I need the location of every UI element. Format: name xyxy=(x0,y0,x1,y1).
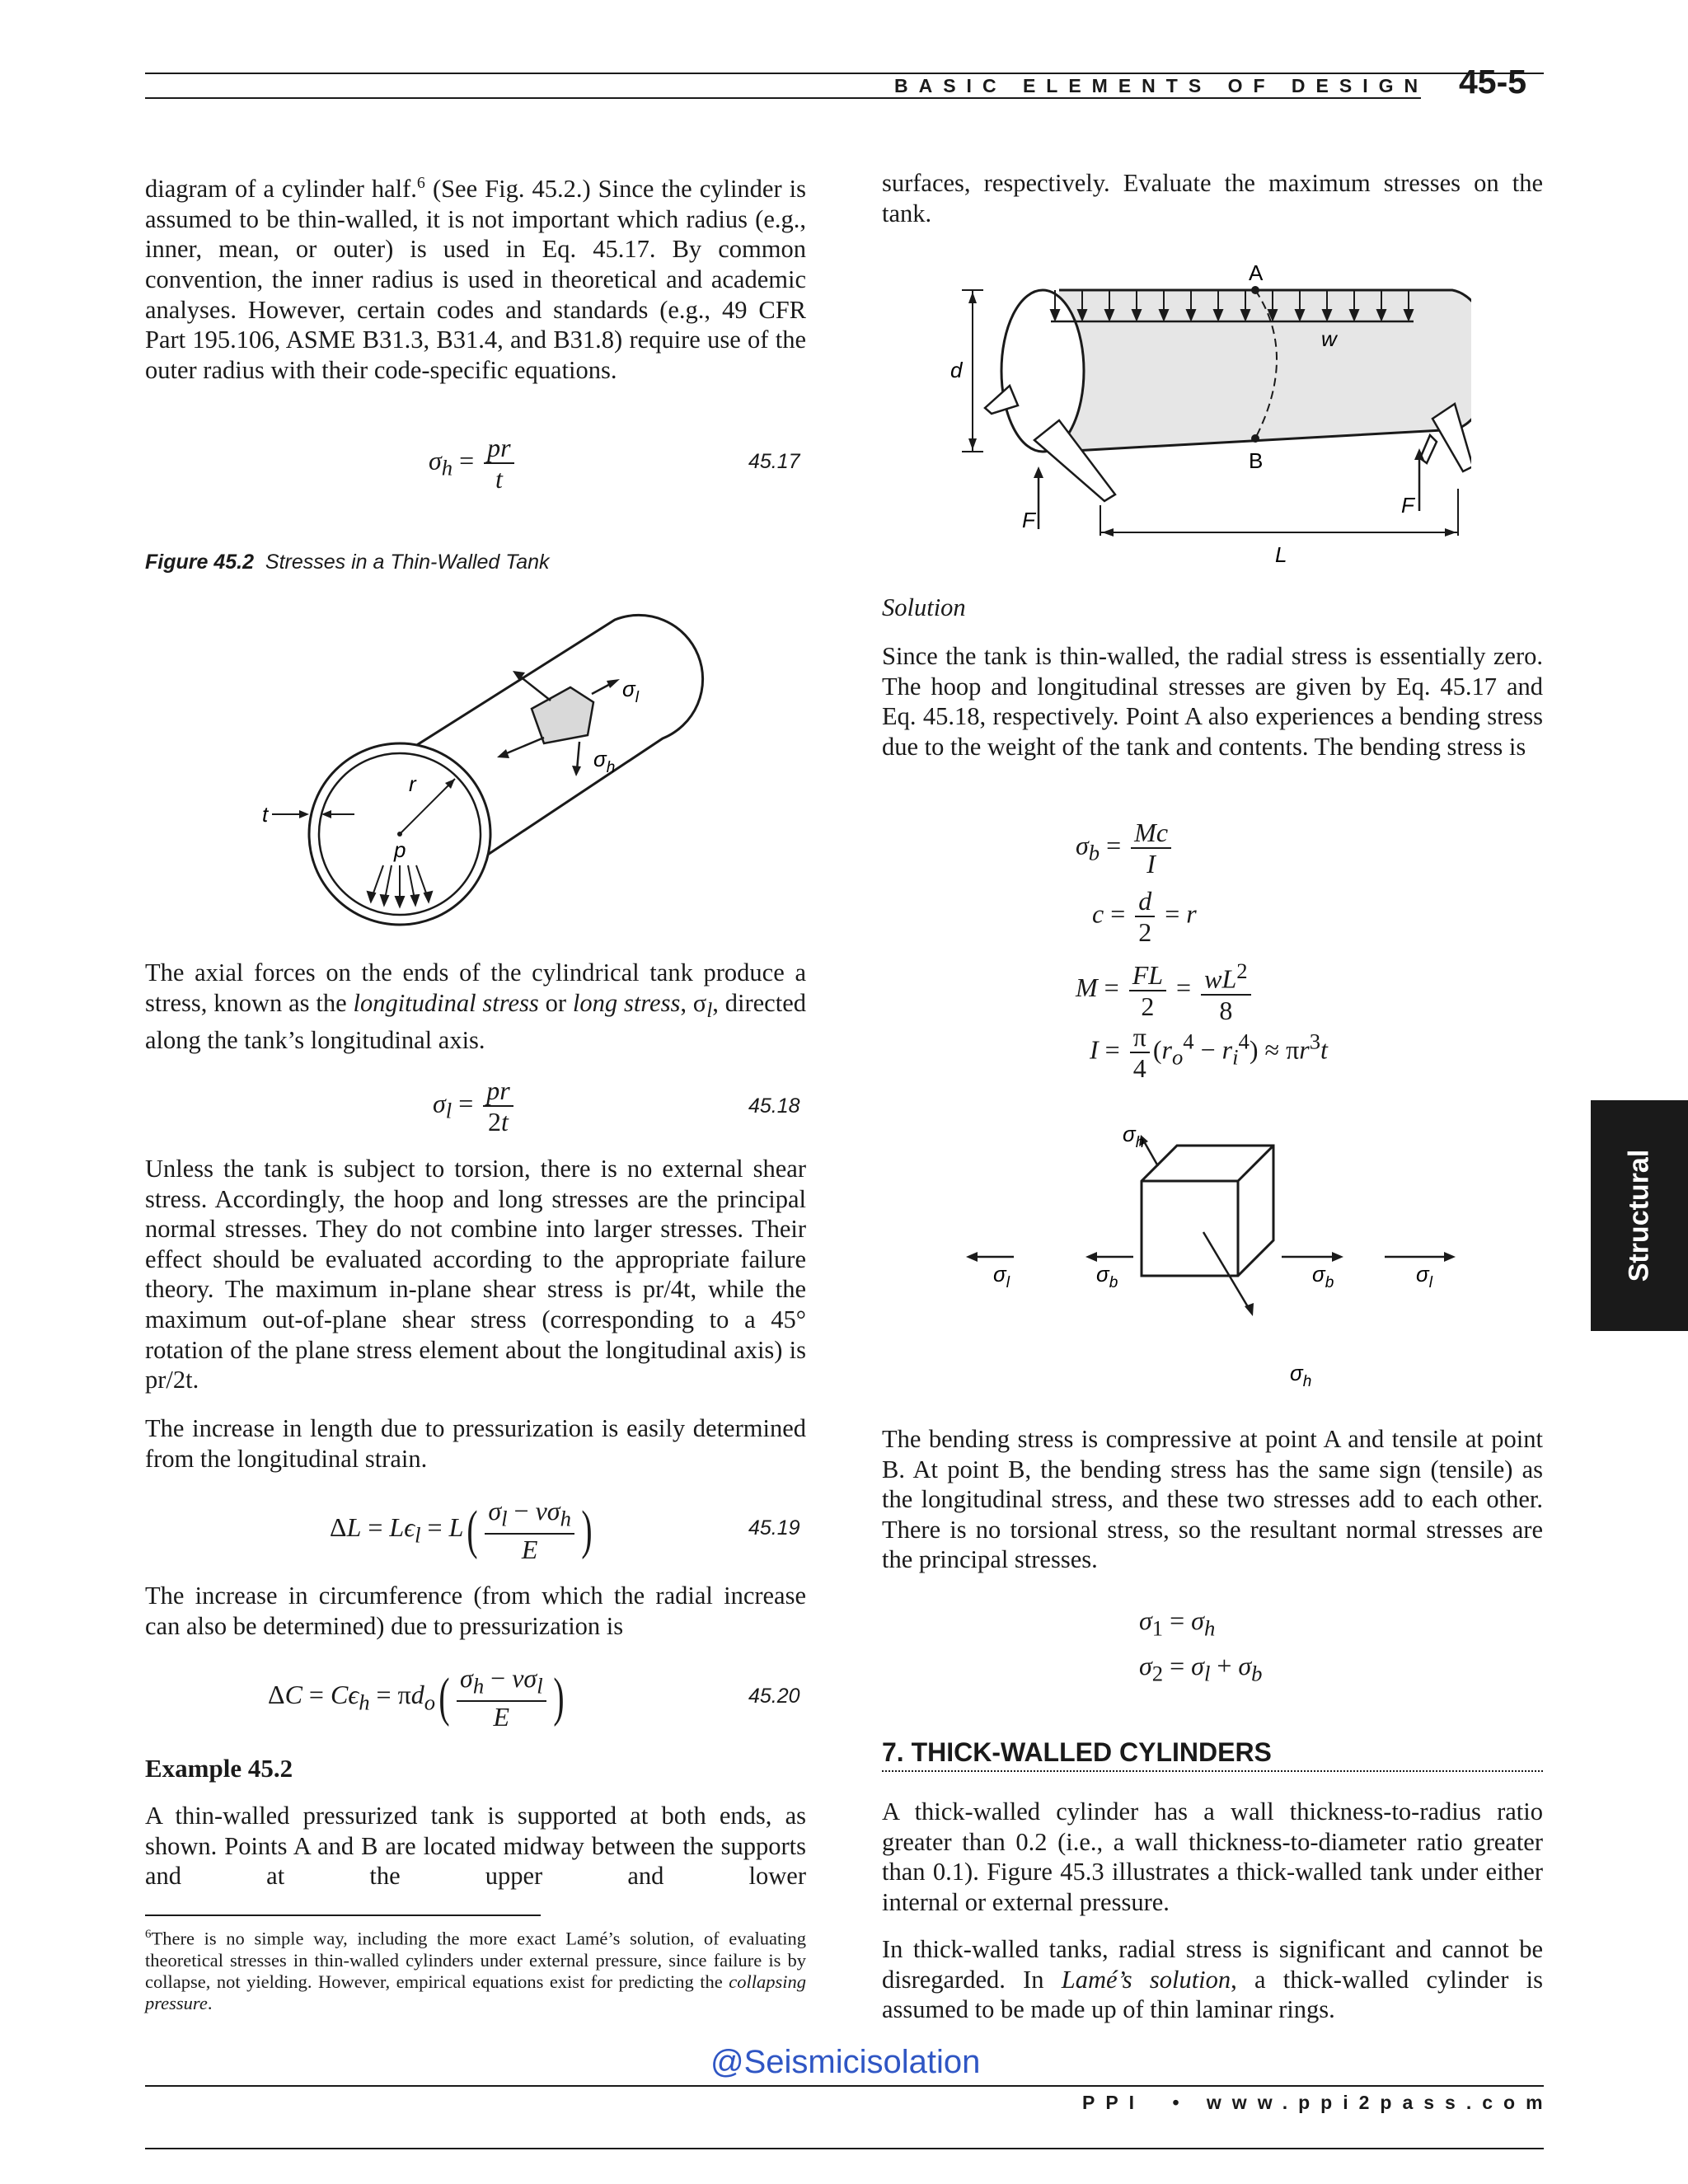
label-t: t xyxy=(262,802,269,827)
label-p: p xyxy=(394,837,406,862)
footer-rule-bottom xyxy=(145,2148,1544,2149)
left-paragraph-6: A thin-walled pressurized tank is supported at both ends, as shown. Points A and B are located midway between the supports and at the upper and lower xyxy=(145,1802,806,1891)
label-sigma-h-top: $\sigma_h$ xyxy=(1123,1122,1145,1151)
label-sigma-h-bottom: $\sigma_h$ xyxy=(1290,1361,1312,1390)
supported-tank-figure xyxy=(935,255,1471,569)
stress-element-figure xyxy=(956,1117,1467,1401)
left-paragraph-2: The axial forces on the ends of the cylindrical tank produce a stress, known as the longitudinal stress or long stress, $\sigma_l$, directed along the tank’s longitudinal axis. xyxy=(145,958,806,1055)
right-paragraph-4: A thick-walled cylinder has a wall thickness-to-radius ratio greater than 0.2 (i.e., a wall thickness-to-diameter ratio greater than 0.1). Figure 45.3 illustrates a thick-walled tank under either internal or external pressure. xyxy=(882,1797,1543,1916)
label-sigma-b-right: $\sigma_b$ xyxy=(1312,1262,1334,1291)
equation-sigma-b: $\sigma_b$ = $\frac{Mc}{I}$ xyxy=(1076,818,1175,879)
thin-walled-tank-figure xyxy=(247,593,709,940)
equation-45-17: $\sigma_h$ = $\frac{pr}{t}$ xyxy=(429,433,518,494)
label-d: d xyxy=(950,358,963,382)
eq-number-45-19: 45.19 xyxy=(748,1516,800,1540)
publisher-name: PPI xyxy=(1082,2092,1146,2113)
footnote-6: $^6$There is no simple way, including the more exact Lamé’s solution, of evaluating theoretical stresses in thin-walled cylinders under external pressure, since failure is by collapse, not yielding. However, empirical equations exist for predicting the collapsing pressure. xyxy=(145,1928,806,2013)
label-B: B xyxy=(1249,448,1264,473)
equation-I: I = $\frac{\pi}{4}$ $(r_o^4 - r_i^4) \approx \pi r^3t$ xyxy=(1090,1022,1328,1083)
right-paragraph-5: In thick-walled tanks, radial stress is significant and cannot be disregarded. In Lamé’s solution, a thick-walled cylinder is assumed to be made up of thin laminar rings. xyxy=(882,1935,1543,2024)
label-r: r xyxy=(409,771,416,796)
watermark: @Seismicisolation xyxy=(710,2044,981,2080)
label-A: A xyxy=(1249,260,1264,285)
label-w: w xyxy=(1321,326,1337,351)
footer-publisher xyxy=(1082,2088,1554,2116)
label-sigma-b-left: $\sigma_b$ xyxy=(1096,1262,1118,1291)
label-F-left: F xyxy=(1022,508,1035,532)
footer-website[interactable]: www.ppi2pass.com xyxy=(1206,2092,1554,2113)
equation-sigma-1: $\sigma_1 = \sigma_h$ xyxy=(1139,1605,1216,1641)
solution-heading: Solution xyxy=(882,593,966,621)
section-title: 7. THICK-WALLED CYLINDERS xyxy=(882,1737,1272,1767)
footer-bullet: • xyxy=(1172,2092,1179,2113)
footer-rule-top xyxy=(145,2085,1544,2087)
eq-number-45-20: 45.20 xyxy=(748,1685,800,1708)
left-paragraph-1: diagram of a cylinder half.$^6$ (See Fig. 45.2.) Since the cylinder is assumed to be thin-walled, it is not important which radius (e.g., inner, mean, or outer) is used in Eq. 45.17. By common convention, the inner radius is used in theoretical and academic analyses. However, certain codes and standards (e.g., 49 CFR Part 195.106, ASME B31.3, B31.4, and B31.8) require use of the outer radius with their code-specific equations. xyxy=(145,174,806,384)
left-paragraph-5: The increase in circumference (from which the radial increase can also be determined) due to pressurization is xyxy=(145,1582,806,1640)
label-sigma-l-left: $\sigma_l$ xyxy=(993,1262,1010,1291)
left-paragraph-3: Unless the tank is subject to torsion, there is no external shear stress. Accordingly, the hoop and long stresses are the principal normal stresses. They do not combine into larger stresses. Their effect should be evaluated according to the appropriate failure theory. The maximum in-plane shear stress is pr/4t, while the maximum out-of-plane shear stress (corresponding to a 45° rotation of the plane stress element about the longitudinal axis) is pr/2t. xyxy=(145,1155,806,1394)
equation-45-20: $\Delta C = C\epsilon_h = \pi d_o$( $\frac{\sigma_h - \nu\sigma_l}{E}$ ) xyxy=(268,1663,565,1732)
example-title: Example 45.2 xyxy=(145,1754,293,1783)
section-dotted-rule xyxy=(882,1770,1543,1772)
eq-number-45-17: 45.17 xyxy=(748,450,800,473)
side-tab-label: Structural xyxy=(1623,1149,1655,1282)
equation-c: c = $\frac{d}{2}$ = r xyxy=(1092,886,1197,947)
eq-number-45-18: 45.18 xyxy=(748,1094,800,1118)
label-L: L xyxy=(1275,542,1287,567)
equation-45-19: $\Delta L = L\epsilon_l = L$( $\frac{\sigma_l - \nu\sigma_h}{E}$ ) xyxy=(330,1496,593,1565)
label-F-right: F xyxy=(1401,493,1414,518)
equation-M: M = $\frac{FL}{2}$ = $\frac{wL^2}{8}$ xyxy=(1076,956,1254,1025)
running-title: BASIC ELEMENTS OF DESIGN xyxy=(894,75,1429,96)
left-paragraph-4: The increase in length due to pressurization is easily determined from the longitudinal strain. xyxy=(145,1414,806,1473)
label-sigma-l-right: $\sigma_l$ xyxy=(1416,1262,1432,1291)
footnote-rule xyxy=(145,1915,541,1916)
equation-sigma-2: $\sigma_2 = \sigma_l + \sigma_b$ xyxy=(1139,1651,1263,1686)
label-sigma-h: $\sigma_h$ xyxy=(593,747,616,776)
right-paragraph-2: Since the tank is thin-walled, the radial stress is essentially zero. The hoop and longitudinal stresses are given by Eq. 45.17 and Eq. 45.18, respectively. Point A also experiences a bending stress due to the weight of the tank and contents. The bending stress is xyxy=(882,642,1543,761)
right-paragraph-3: The bending stress is compressive at point A and tensile at point B. At point B, the bending stress has the same sign (tensile) as the longitudinal stress, and these two stresses add to each other. There is no torsional stress, so the resultant normal stresses are the principal stresses. xyxy=(882,1425,1543,1574)
figure-45-2-caption: Figure 45.2 Stresses in a Thin-Walled Tank xyxy=(145,551,550,574)
right-paragraph-1: surfaces, respectively. Evaluate the maximum stresses on the tank. xyxy=(882,169,1543,227)
equation-45-18: $\sigma_l$ = $\frac{pr}{2t}$ xyxy=(433,1076,517,1137)
label-sigma-l: $\sigma_l$ xyxy=(622,677,639,706)
page-number: 45-5 xyxy=(1459,63,1527,101)
